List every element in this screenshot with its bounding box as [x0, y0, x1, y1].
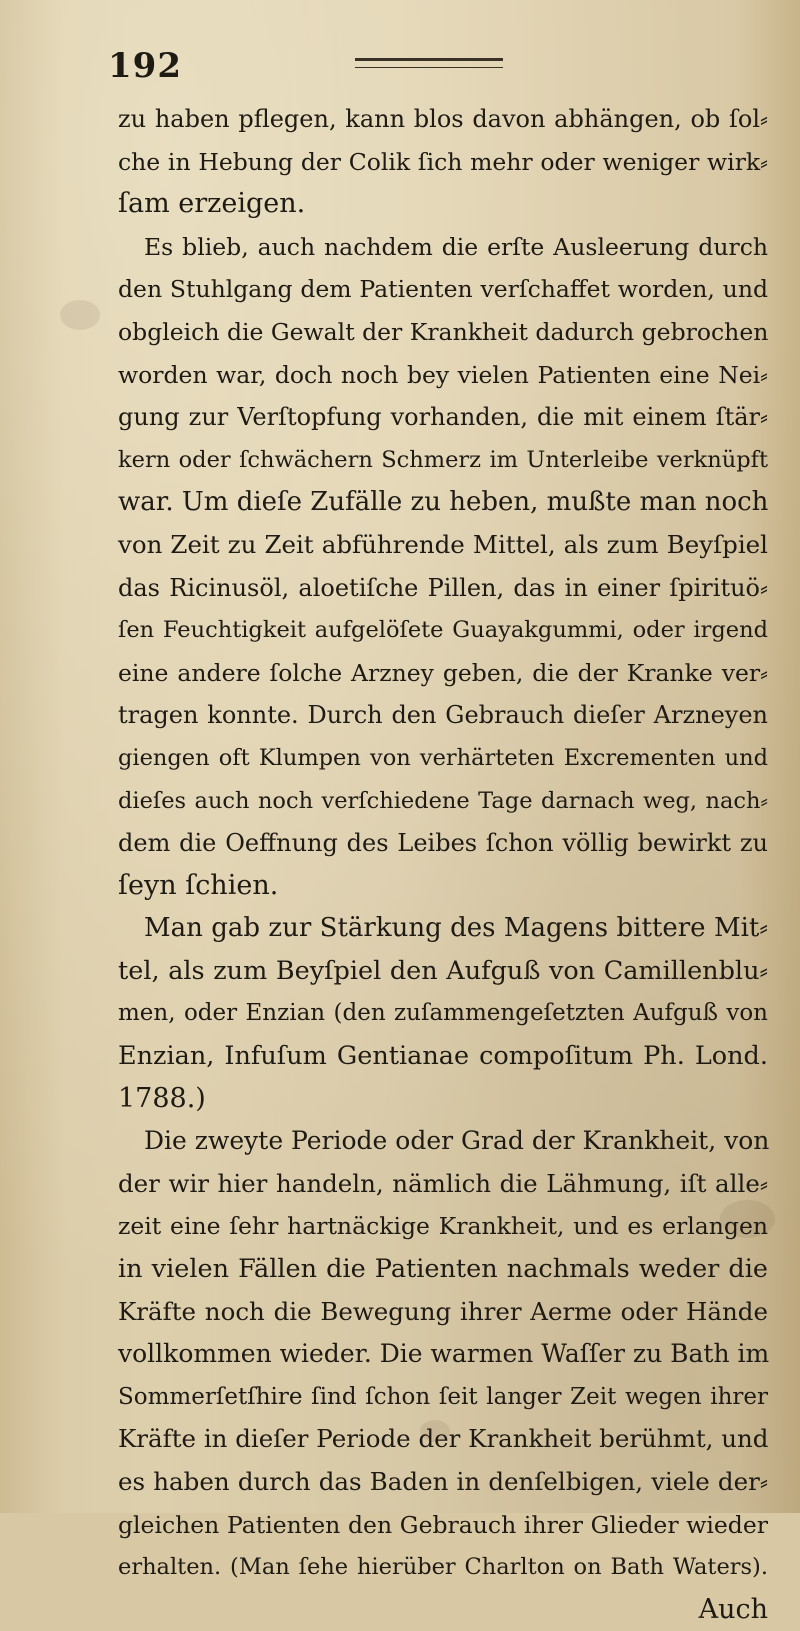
text-line: Enzian, Infuſum Gentianae compoſitum Ph. Lond. — [118, 1041, 768, 1072]
text-line: men, oder Enzian (den zuſammengeſetzten Aufguß von — [118, 1000, 768, 1027]
header-rule — [355, 58, 503, 68]
text-line: der wir hier handeln, nämlich die Lähmung, iſt alle⸗ — [118, 1168, 768, 1198]
text-line: dem die Oeffnung des Leibes ſchon völlig bewirkt zu — [118, 829, 768, 858]
text-line: von Zeit zu Zeit abführende Mittel, als zum Beyſpiel — [118, 529, 768, 559]
text-line: Kräfte in dieſer Periode der Krankheit berühmt, und — [118, 1424, 769, 1454]
body-text — [118, 98, 768, 1631]
text-line: obgleich die Gewalt der Krankheit dadurch gebrochen — [118, 317, 769, 346]
text-line: Die zweyte Periode oder Grad der Krankheit, von — [144, 1126, 770, 1156]
text-line: den Stuhlgang dem Patienten verſchaffet worden, und — [118, 275, 768, 304]
text-line: dieſes auch noch verſchiedene Tage darnach weg, nach⸗ — [118, 787, 768, 814]
text-line: che in Hebung der Colik ſich mehr oder weniger wirk⸗ — [118, 147, 768, 176]
text-line: Man gab zur Stärkung des Magens bittere Mit⸗ — [144, 913, 768, 944]
text-line: ſeyn ſchien. — [118, 869, 279, 901]
text-line: erhalten. (Man ſehe hierüber Charlton on Bath Waters). — [118, 1554, 768, 1581]
page-number: 192 — [108, 46, 182, 86]
paper-stain — [60, 300, 100, 330]
text-line: kern oder ſchwächern Schmerz im Unterleibe verknüpft — [118, 446, 768, 473]
text-line: Kräfte noch die Bewegung ihrer Aerme oder Hände — [118, 1296, 768, 1326]
text-line: eine andere ſolche Arzney geben, die der Kranke ver⸗ — [118, 658, 768, 687]
catchword: Auch — [698, 1593, 768, 1625]
text-line: giengen oft Klumpen von verhärteten Excrementen und — [118, 744, 768, 771]
text-line: Sommerſetſhire ſind ſchon ſeit langer Zeit wegen ihrer — [118, 1383, 768, 1410]
text-line: ſen Feuchtigkeit aufgelöſete Guayakgummi, oder irgend — [118, 617, 768, 644]
text-line: tragen konnte. Durch den Gebrauch dieſer Arzneyen — [118, 701, 768, 730]
text-line: ſam erzeigen. — [118, 188, 306, 220]
text-line: worden war, doch noch bey vielen Patienten eine Nei⸗ — [118, 360, 768, 389]
text-line: Es blieb, auch nachdem die erſte Ausleerung durch — [144, 232, 768, 261]
text-line: war. Um dieſe Zufälle zu heben, mußte man noch — [118, 487, 769, 518]
text-line: in vielen Fällen die Patienten nachmals weder die — [118, 1254, 768, 1285]
text-line: das Ricinusöl, aloetiſche Pillen, das in einer ſpirituö⸗ — [118, 573, 768, 602]
text-line: 1788.) — [118, 1082, 206, 1114]
text-line: zu haben pflegen, kann blos davon abhängen, ob ſol⸗ — [118, 105, 768, 133]
text-line: gung zur Verſtopfung vorhanden, die mit einem ſtär⸗ — [118, 403, 768, 432]
text-line: vollkommen wieder. Die warmen Waſſer zu Bath im — [118, 1339, 770, 1369]
text-line: gleichen Patienten den Gebrauch ihrer Glieder wieder — [118, 1510, 768, 1539]
text-line: zeit eine ſehr hartnäckige Krankheit, und es erlangen — [118, 1212, 768, 1241]
text-line: es haben durch das Baden in denſelbigen, viele der⸗ — [118, 1467, 768, 1496]
text-line: tel, als zum Beyſpiel den Aufguß von Camillenblu⸗ — [118, 955, 768, 986]
